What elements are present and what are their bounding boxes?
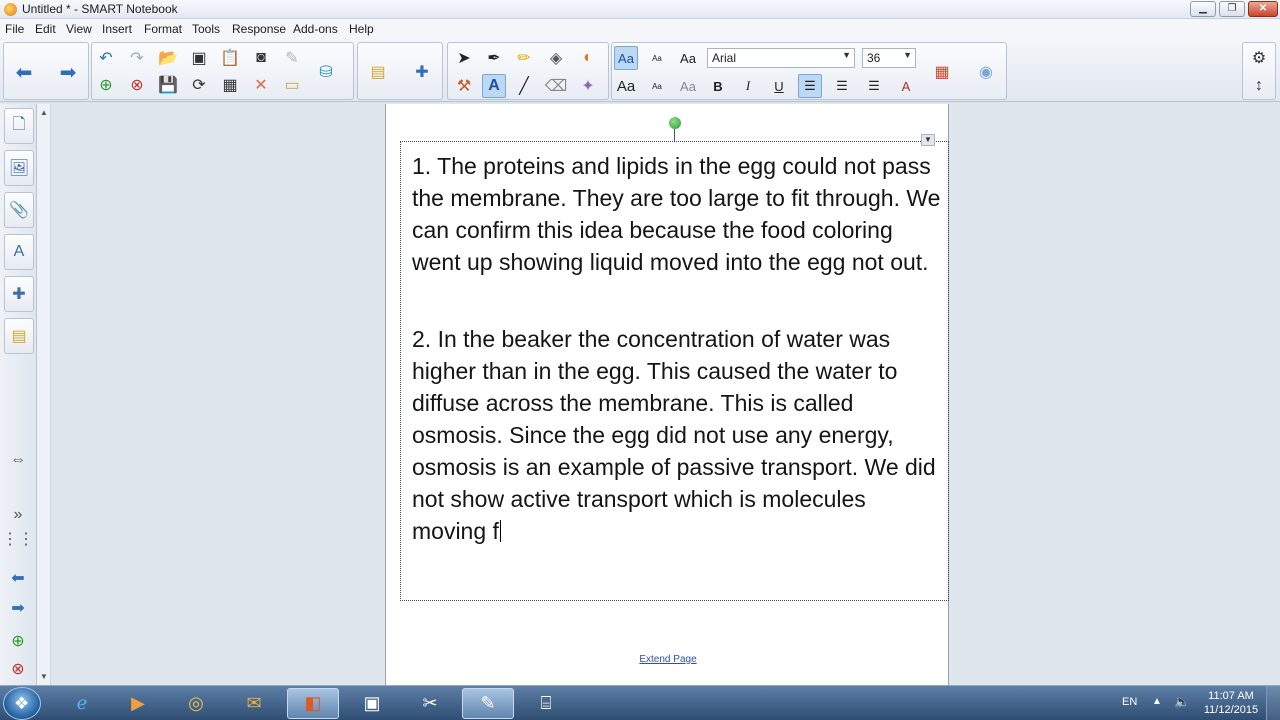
menu-bar: [0, 19, 1280, 39]
align-center-icon[interactable]: ☰: [836, 78, 848, 93]
lesson-activity-icon[interactable]: ▤: [4, 318, 34, 354]
add-page-side-icon[interactable]: ⊕: [11, 633, 25, 650]
pen-icon[interactable]: ✒: [487, 50, 501, 67]
text-size-small-button[interactable]: Aa: [652, 81, 662, 91]
language-indicator[interactable]: EN: [1122, 696, 1138, 708]
side-tabs: [0, 104, 37, 685]
font-style-large-button[interactable]: Aa: [614, 46, 638, 70]
page-sorter-icon[interactable]: 🗋: [4, 108, 34, 144]
network-app-icon[interactable]: ⌸: [540, 693, 552, 713]
gallery-icon[interactable]: ▤: [370, 64, 386, 81]
open-file-icon[interactable]: 📂: [158, 50, 178, 67]
menu-file[interactable]: File: [5, 22, 25, 36]
delete-page-icon[interactable]: ⊗: [130, 77, 144, 94]
font-style-small-button[interactable]: Aa: [652, 53, 662, 63]
main-toolbar: [0, 39, 1280, 102]
taskbar: [0, 685, 1280, 720]
screen-capture-icon[interactable]: ▣: [191, 50, 207, 67]
font-family-value: Arial: [712, 51, 737, 65]
font-size-select[interactable]: [862, 48, 916, 68]
color-palette-icon[interactable]: ▦: [934, 64, 950, 81]
paragraph-1[interactable]: 1. The proteins and lipids in the egg could not pass the membrane. They are too large to fit through. We can confirm this idea because the food coloring went up showing liquid moved into the egg not out.: [412, 153, 941, 275]
select-arrow-icon[interactable]: ➤: [457, 50, 471, 67]
fill-icon[interactable]: ◈: [549, 50, 563, 67]
smart-notebook-app-icon: [4, 3, 17, 16]
camera-icon[interactable]: ◙: [256, 49, 266, 66]
chevron-down-icon: ▼: [903, 50, 912, 60]
text-box[interactable]: [400, 141, 949, 601]
grip-icon[interactable]: ⋮⋮: [2, 531, 34, 548]
media-player-icon[interactable]: ▶: [131, 693, 145, 713]
document-camera-icon[interactable]: ⟳: [192, 77, 206, 94]
highlighter-icon[interactable]: ✏: [517, 50, 531, 67]
clock[interactable]: [1200, 689, 1262, 717]
right-toolbar: [1242, 42, 1276, 100]
menu-insert[interactable]: Insert: [102, 22, 133, 36]
menu-add-ons[interactable]: Add-ons: [293, 22, 338, 36]
delete-icon[interactable]: ✕: [254, 77, 268, 94]
bold-button[interactable]: B: [713, 78, 723, 94]
paste-icon[interactable]: 📋: [220, 50, 240, 67]
properties-icon[interactable]: ⛁: [319, 64, 333, 81]
attachments-paperclip-icon[interactable]: 📎: [4, 192, 34, 228]
clock-time: 11:07 AM: [1208, 690, 1254, 702]
text-size-large-button[interactable]: Aa: [616, 77, 636, 95]
navigation-group: [3, 42, 89, 100]
move-toolbar-icon[interactable]: ↕: [1255, 77, 1263, 94]
previous-page-side-icon[interactable]: ⬅: [11, 570, 25, 587]
object-properties-icon[interactable]: ◉: [979, 64, 993, 81]
properties-tab-icon[interactable]: A: [4, 234, 34, 270]
text-tool-icon[interactable]: A: [482, 74, 506, 98]
addon-puzzle-icon[interactable]: ✚: [415, 64, 429, 81]
menu-view[interactable]: View: [66, 22, 92, 36]
gallery-tab-icon[interactable]: 🖼: [4, 150, 34, 186]
text-format-group: [611, 42, 1007, 100]
clock-date: 11/12/2015: [1203, 704, 1259, 716]
screen-shade-icon[interactable]: ✎: [285, 50, 299, 67]
system-tray: [1110, 686, 1280, 720]
redo-icon[interactable]: ↷: [130, 50, 144, 67]
remote-desktop-icon[interactable]: ▣: [363, 693, 381, 713]
edit-group: [91, 42, 354, 100]
close-button[interactable]: ✕: [1248, 1, 1278, 17]
magic-pen-icon[interactable]: ✦: [581, 78, 595, 95]
font-style-medium-button[interactable]: Aa: [680, 50, 696, 66]
show-hidden-icons-icon[interactable]: ▲: [1152, 696, 1162, 707]
pdf-app-icon[interactable]: ◧: [287, 688, 339, 719]
windows-logo-icon: ❖: [14, 694, 30, 713]
font-size-value: 36: [867, 51, 881, 65]
work-area[interactable]: [52, 104, 1280, 685]
rotate-handle-stem: [674, 129, 675, 141]
eraser-icon[interactable]: ⌫: [544, 78, 568, 95]
line-icon[interactable]: ╱: [519, 78, 529, 95]
start-button[interactable]: [3, 687, 41, 720]
previous-page-icon[interactable]: ⬅: [15, 61, 33, 84]
table-icon[interactable]: ▦: [222, 77, 238, 94]
scroll-down-icon[interactable]: ▼: [40, 672, 48, 681]
next-page-side-icon[interactable]: ➡: [11, 600, 25, 617]
show-desktop-button[interactable]: [1266, 686, 1280, 720]
rotate-handle[interactable]: [669, 117, 681, 129]
text-options-icon[interactable]: A: [901, 78, 911, 94]
creative-pen-icon[interactable]: ⚒: [456, 78, 472, 95]
text-tool-small-button[interactable]: Aa: [680, 78, 696, 94]
chevron-down-icon: ▼: [842, 50, 851, 60]
addons-tab-icon[interactable]: ✚: [4, 276, 34, 312]
delete-page-side-icon[interactable]: ⊗: [11, 661, 25, 678]
notebook-page[interactable]: [385, 104, 949, 685]
menu-tools[interactable]: Tools: [192, 22, 221, 36]
paragraph-2[interactable]: [412, 323, 942, 547]
resize-sidebar-icon[interactable]: ⇔: [10, 451, 26, 468]
addon-group: [357, 42, 443, 100]
volume-icon[interactable]: 🔈: [1174, 694, 1191, 709]
expand-sidebar-icon[interactable]: »: [13, 506, 23, 523]
underline-button[interactable]: U: [774, 78, 784, 94]
window-title: Untitled * - SMART Notebook: [22, 2, 178, 16]
maximize-button[interactable]: ❐: [1219, 1, 1245, 17]
next-page-icon[interactable]: ➡: [59, 61, 77, 84]
snipping-tool-icon[interactable]: ✂: [422, 693, 438, 713]
paragraph-2-text: 2. In the beaker the concentration of water was higher than in the egg. This caused the water to diffuse across the membrane. This is called osmosis. Since the egg did not use any energy, osmosis is an example of passive transport. We did not show active transport which is molecules moving f: [412, 326, 936, 544]
menu-format[interactable]: Format: [144, 22, 183, 36]
italic-button[interactable]: I: [745, 78, 751, 93]
outlook-icon[interactable]: ✉: [246, 693, 262, 713]
add-page-icon[interactable]: ⊕: [99, 77, 113, 94]
gear-icon[interactable]: ⚙: [1251, 50, 1267, 67]
full-screen-icon[interactable]: ▭: [284, 77, 300, 94]
smart-notebook-taskbar-icon[interactable]: ✎: [462, 688, 514, 719]
save-icon[interactable]: 💾: [158, 77, 178, 94]
scroll-up-icon[interactable]: ▲: [40, 108, 48, 117]
shapes-icon[interactable]: ◐: [583, 49, 593, 66]
text-caret: [500, 520, 501, 542]
menu-edit[interactable]: Edit: [35, 22, 56, 36]
sidebar-scrollbar[interactable]: [37, 104, 51, 685]
title-bar: [0, 0, 1280, 19]
minimize-button[interactable]: ▁: [1190, 1, 1216, 17]
internet-explorer-icon[interactable]: ℯ: [76, 693, 88, 713]
extend-page-link[interactable]: Extend Page: [639, 654, 697, 665]
drawing-tools-group: [447, 42, 609, 100]
menu-help[interactable]: Help: [349, 22, 374, 36]
align-left-icon[interactable]: ☰: [798, 74, 822, 98]
chrome-icon[interactable]: ◎: [188, 693, 204, 713]
undo-icon[interactable]: ↶: [99, 50, 113, 67]
object-menu-arrow-icon[interactable]: ▼: [921, 134, 935, 146]
align-right-icon[interactable]: ☰: [868, 78, 880, 93]
font-family-select[interactable]: [707, 48, 855, 68]
menu-response[interactable]: Response: [232, 22, 287, 36]
